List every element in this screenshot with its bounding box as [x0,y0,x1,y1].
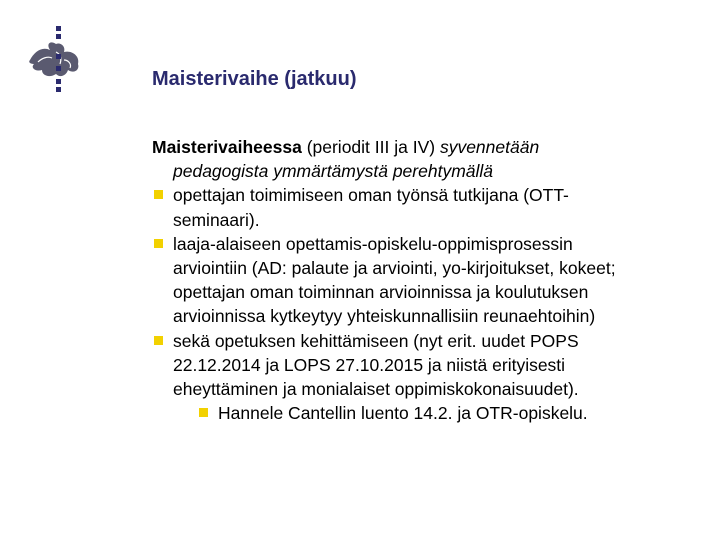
square-bullet-icon [154,239,163,248]
sub-bullet-item [197,401,697,425]
bullet-2-line-3: opettajan oman toiminnan arvioinnissa ja koulutuksen [173,282,589,303]
square-bullet-icon [154,336,163,345]
bullet-3-line-2: 22.12.2014 ja LOPS 27.10.2015 ja niistä erityisesti [173,354,566,375]
bullet-1-line-2: seminaari). [173,209,260,230]
square-bullet-icon [154,190,163,199]
square-bullet-icon [199,408,208,417]
university-flame-logo-icon [20,24,90,96]
intro-italic-2: pedagogista ymmärtämystä perehtymällä [173,161,494,182]
bullet-2-line-4: arvioinnissa kytkeytyy yhteiskunnallisiin reunaehtoihin) [173,306,596,327]
intro-lead: Maisterivaiheessa [152,137,302,157]
intro-paragraph [152,135,697,183]
slide-body [152,135,697,425]
bullet-item-2 [152,232,697,329]
bullet-3-line-1: sekä opetuksen kehittämiseen (nyt erit. uudet POPS [173,330,579,351]
bullet-item-3 [152,329,697,402]
sub-bullet-text: Hannele Cantellin luento 14.2. ja OTR-opiskelu. [218,403,588,424]
bullet-item-1 [152,183,697,231]
bullet-3-line-3: eheyttäminen ja monialaiset oppimiskokonaisuudet). [173,379,579,400]
bullet-1-line-1: opettajan toimimiseen oman työnsä tutkijana (OTT- [173,185,569,206]
intro-italic-1: syvennetään [439,137,540,157]
bullet-2-line-1: laaja-alaiseen opettamis-opiskelu-oppimisprosessin [173,233,573,254]
bullet-2-line-2: arviointiin (AD: palaute ja arviointi, yo-kirjoitukset, kokeet; [173,258,616,279]
intro-middle: (periodit III ja IV) [301,137,440,157]
slide-title: Maisterivaihe (jatkuu) [152,68,357,90]
